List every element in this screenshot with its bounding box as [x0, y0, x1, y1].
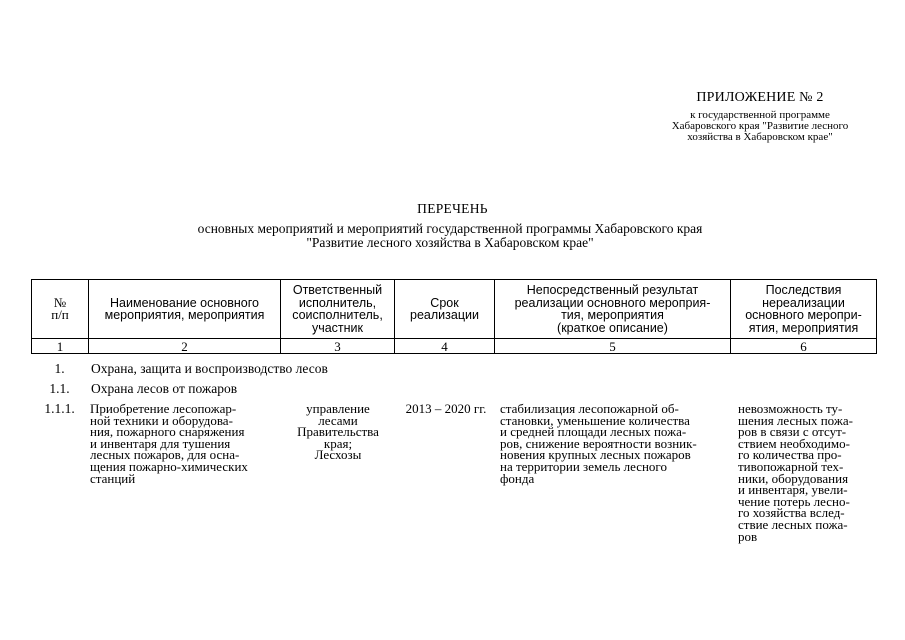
cell-line: шения лесных пожа- — [738, 412, 853, 428]
cell-line: тивопожарной тех- — [738, 458, 844, 474]
appendix-note-line: к государственной программе — [690, 109, 830, 121]
cell-line: ров в связи с отсут- — [738, 424, 847, 440]
activities-table-header — [31, 279, 877, 354]
cell-line: ния, пожарного снаряжения — [90, 424, 245, 440]
header-cell-term — [395, 280, 495, 339]
result-cell — [500, 403, 730, 484]
header-cell-name — [89, 280, 281, 339]
cell-line: стабилизация лесопожарной об- — [500, 401, 679, 416]
header-line: № — [53, 294, 67, 310]
cell-line: и средней площади лесных пожа- — [500, 424, 687, 440]
header-line: участник — [311, 320, 364, 335]
consequences-cell — [738, 403, 876, 542]
cell-line: ствие лесных пожа- — [738, 516, 848, 532]
subsection-title: Охрана лесов от пожаров — [91, 381, 238, 396]
cell-line: ствием необходимо- — [738, 435, 850, 451]
cell-line: Приобретение лесопожар- — [90, 401, 237, 416]
subsection-number: 1.1. — [49, 381, 70, 396]
column-number: 2 — [89, 339, 281, 354]
column-number: 1 — [32, 339, 89, 354]
header-line: (краткое описание) — [557, 320, 668, 335]
header-line: Непосредственный результат — [526, 283, 699, 297]
header-line: реализации — [410, 308, 479, 322]
header-line: Ответственный — [292, 283, 383, 297]
appendix-title: ПРИЛОЖЕНИЕ № 2 — [696, 90, 824, 105]
activity-name-cell — [90, 403, 280, 484]
document-subtitle-line: основных мероприятий и мероприятий государственной программы Хабаровского края — [197, 221, 703, 236]
cell-line: го количества про- — [738, 447, 842, 463]
cell-line: края; — [323, 435, 353, 451]
cell-line: на территории земель лесного — [500, 458, 667, 474]
section-number: 1. — [54, 361, 65, 376]
appendix-note-line: хозяйства в Хабаровском крае" — [687, 131, 833, 143]
column-number-row — [32, 339, 877, 354]
header-line: основного меропри- — [745, 308, 862, 322]
header-line: Последствия — [765, 283, 842, 297]
appendix-note-line: Хабаровского края "Развитие лесного — [671, 120, 849, 132]
header-cell-number — [32, 280, 89, 339]
cell-line: лесных пожаров, для осна- — [90, 447, 240, 463]
cell-line: лесами — [318, 412, 358, 428]
header-line: Срок — [430, 295, 459, 310]
cell-line: го хозяйства вслед- — [738, 505, 845, 521]
cell-line: управление — [306, 401, 370, 416]
header-line: Наименование основного — [110, 295, 259, 310]
header-line: тия, мероприятия — [561, 308, 664, 322]
document-title: ПЕРЕЧЕНЬ — [417, 201, 488, 216]
header-row — [32, 280, 877, 339]
cell-line: невозможность ту- — [738, 401, 843, 416]
column-number: 3 — [281, 339, 395, 354]
cell-line: становки, уменьшение количества — [500, 412, 690, 428]
appendix-block — [640, 90, 880, 143]
term-cell: 2013 – 2020 гг. — [405, 401, 487, 416]
cell-line: ники, оборудования — [738, 470, 849, 486]
header-cell-consequences — [731, 280, 877, 339]
cell-line: Правительства — [297, 424, 379, 440]
executor-cell — [282, 403, 394, 461]
cell-line: ной техники и оборудова- — [90, 412, 233, 428]
header-cell-executor — [281, 280, 395, 339]
header-line: нереализации — [762, 295, 845, 310]
header-line: ятия, мероприятия — [748, 320, 859, 335]
cell-line: ров — [738, 528, 758, 544]
cell-line: чение потерь лесно- — [738, 493, 850, 509]
header-cell-result — [495, 280, 731, 339]
document-subtitle-line: "Развитие лесного хозяйства в Хабаровском крае" — [306, 234, 594, 250]
row-number: 1.1.1. — [44, 401, 75, 416]
column-number: 5 — [495, 339, 731, 354]
cell-line: станций — [90, 470, 136, 486]
document-subtitle — [140, 222, 760, 249]
cell-line: щения пожарно-химических — [90, 458, 248, 474]
cell-line: и инвентаря, увели- — [738, 482, 848, 498]
column-number: 6 — [731, 339, 877, 354]
cell-line: фонда — [500, 470, 535, 486]
header-line: п/п — [51, 307, 69, 322]
header-line: соисполнитель, — [292, 308, 383, 322]
section-title: Охрана, защита и воспроизводство лесов — [91, 361, 328, 376]
header-line: исполнитель, — [298, 295, 377, 310]
cell-line: и инвентаря для тушения — [90, 435, 231, 451]
appendix-note — [640, 110, 880, 143]
header-line: реализации основного мероприя- — [514, 295, 711, 310]
cell-line: новения крупных лесных пожаров — [500, 447, 691, 463]
cell-line: Лесхозы — [314, 447, 362, 463]
column-number: 4 — [395, 339, 495, 354]
cell-line: ров, снижение вероятности возник- — [500, 435, 697, 451]
header-line: мероприятия, мероприятия — [104, 308, 265, 322]
